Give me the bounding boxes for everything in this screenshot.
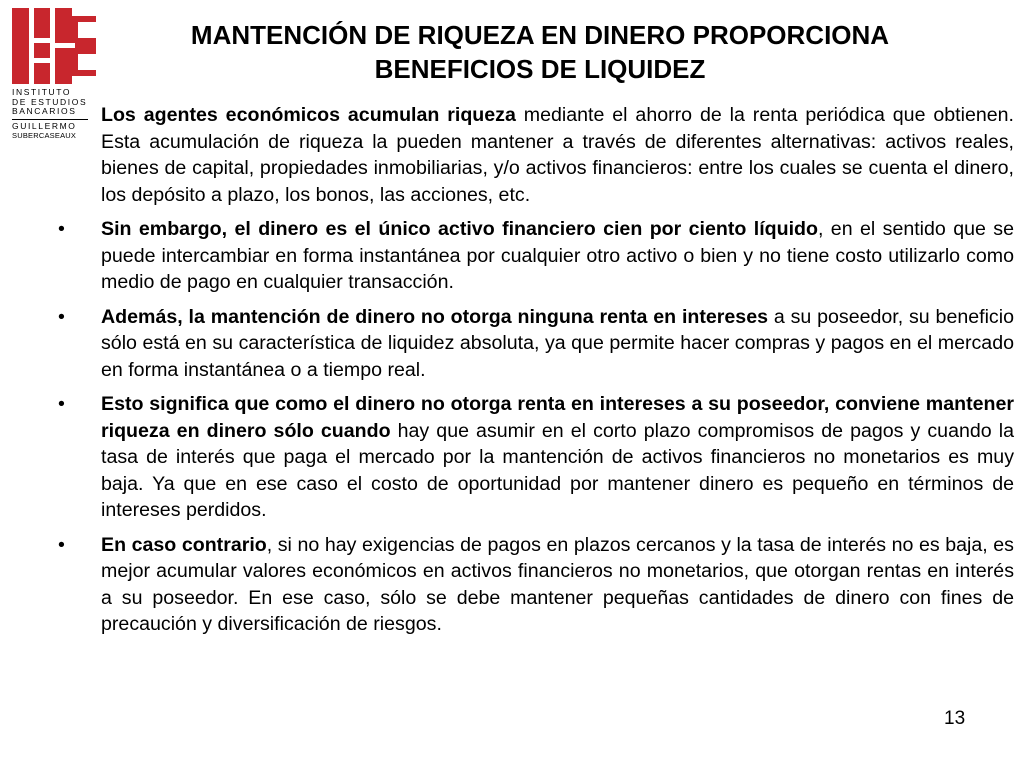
paragraph-bold-lead: Además, la mantención de dinero no otorga ninguna renta en intereses — [101, 305, 768, 328]
slide-title-line-1: MANTENCIÓN DE RIQUEZA EN DINERO PROPORCIONA — [190, 20, 890, 50]
logo-line-instituto: INSTITUTO — [12, 87, 72, 97]
paragraph-bold-lead: Sin embargo, el dinero es el único activo financiero cien por ciento líquido — [101, 218, 818, 240]
paragraph-text: , si no hay exigencias de pagos en plazos cercanos y la tasa de interés no es baja, es mejor acumular valores económicos en activos financieros no monetarios, que otorgan rentas en interés a su poseedor. En ese caso, sólo se debe mantener pequeñas cantidades de dinero con fines de precaución y diversificación de riesgos. — [101, 533, 1014, 635]
slide-title-line-2: BENEFICIOS DE LIQUIDEZ — [374, 54, 706, 84]
paragraph-text: a su poseedor, su beneficio sólo está en su característica de liquidez absoluta, ya que permite hacer compras y pagos en el mercado en forma instantánea o a tiempo real. — [101, 305, 1014, 381]
slide-title — [110, 18, 970, 86]
paragraph-3 — [58, 304, 1014, 384]
logo-line-guillermo: GUILLERMO — [12, 120, 77, 131]
paragraph-bold-lead: Esto significa que como el dinero no otorga renta en intereses a su poseedor, conviene mantener riqueza en dinero sólo cuando — [101, 393, 1014, 442]
paragraph-5 — [58, 532, 1014, 638]
paragraph-text: mediante el ahorro de la renta periódica que obtienen. Esta acumulación de riqueza la pueden mantener a través de diferentes alternativas: activos reales, bienes de capital, propiedades inmobiliarias, y/o activos financieros: entre los cuales se cuenta el dinero, los depósito a plazo, los bonos, las acciones, etc. — [101, 104, 1014, 206]
logo-line-estudios: DE ESTUDIOS — [12, 96, 88, 107]
paragraph-4 — [58, 391, 1014, 524]
page-number: 13 — [944, 708, 966, 729]
paragraph-2 — [58, 216, 1014, 296]
bullet-marker: • — [58, 218, 65, 240]
paragraph-text: hay que asumir en el corto plazo compromisos de pagos y cuando la tasa de interés que paga el mercado por la mantención de activos financieros no monetarios es muy baja. Ya que en ese caso el costo de oportunidad por mantener dinero es pequeño en términos de intereses perdidos. — [101, 419, 1014, 521]
paragraph-1 — [58, 102, 1014, 208]
logo-mark-icon — [12, 8, 96, 84]
paragraph-text: , en el sentido que se puede intercambiar en forma instantánea por cualquier otro activo o bien y no tiene costo utilizarlo como medio de pago en cualquier transacción. — [101, 218, 1015, 293]
slide-body — [58, 102, 1014, 646]
logo-line-bancarios: BANCARIOS — [12, 106, 77, 116]
bullet-marker: • — [58, 305, 65, 328]
bullet-marker: • — [58, 393, 65, 415]
paragraph-bold-lead: En caso contrario — [101, 533, 267, 556]
bullet-marker: • — [58, 533, 65, 556]
logo-line-subercaseaux: SUBERCASEAUX — [12, 131, 77, 140]
paragraph-bold-lead: Los agentes económicos acumulan riqueza — [101, 104, 516, 126]
